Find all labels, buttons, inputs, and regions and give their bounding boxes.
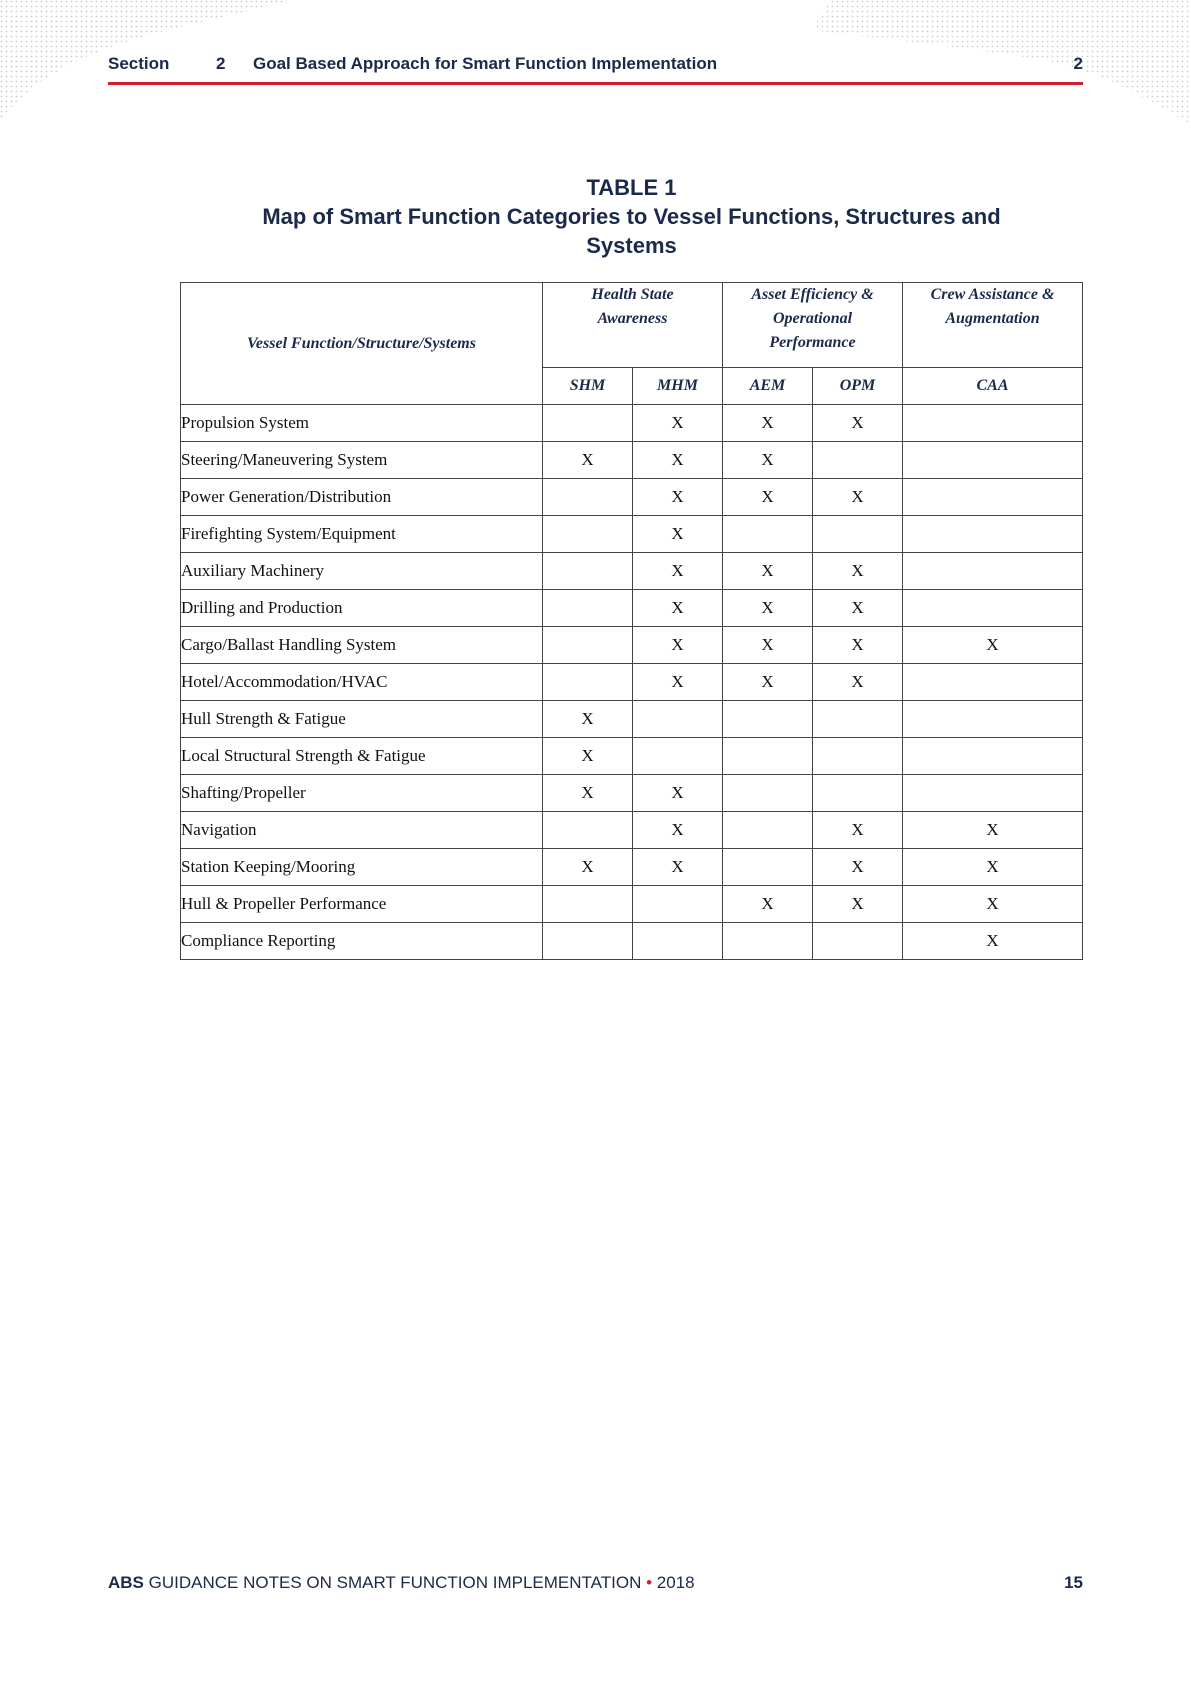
row-header-cell: Vessel Function/Structure/Systems [181,283,543,405]
mark-cell-aem [723,849,813,886]
table-row [181,775,1083,812]
mark-cell-mhm: X [633,775,723,812]
table-caption-line2: Systems [586,233,677,258]
vessel-function-cell: Power Generation/Distribution [181,479,543,516]
table-body [181,405,1083,960]
footer-brand: ABS [108,1573,144,1592]
table-row [181,849,1083,886]
mark-cell-mhm: X [633,664,723,701]
vessel-function-cell: Hotel/Accommodation/HVAC [181,664,543,701]
mark-cell-shm [543,664,633,701]
section-number-right: 2 [1073,54,1083,73]
mark-cell-shm [543,590,633,627]
table-row [181,738,1083,775]
mark-cell-caa: X [903,886,1083,923]
mark-cell-opm [813,923,903,960]
mark-cell-shm [543,923,633,960]
mark-cell-opm [813,701,903,738]
mark-cell-aem [723,812,813,849]
vessel-function-cell: Propulsion System [181,405,543,442]
group-crew-assistance: Crew Assistance & Augmentation [903,283,1083,368]
footer-separator: • [646,1573,653,1592]
table-caption-line1: Map of Smart Function Categories to Vessel Functions, Structures and [262,204,1001,229]
mark-cell-mhm: X [633,479,723,516]
table-row [181,701,1083,738]
table-row [181,516,1083,553]
mark-cell-caa [903,405,1083,442]
vessel-function-cell: Drilling and Production [181,590,543,627]
vessel-function-cell: Navigation [181,812,543,849]
mark-cell-caa [903,442,1083,479]
mark-cell-opm: X [813,627,903,664]
mark-cell-opm [813,516,903,553]
table-row [181,812,1083,849]
vessel-function-cell: Hull Strength & Fatigue [181,701,543,738]
mark-cell-shm: X [543,442,633,479]
vessel-function-cell: Hull & Propeller Performance [181,886,543,923]
mark-cell-shm [543,812,633,849]
mark-cell-mhm: X [633,516,723,553]
table-row [181,664,1083,701]
mark-cell-caa [903,516,1083,553]
mark-cell-aem: X [723,442,813,479]
vessel-function-cell: Shafting/Propeller [181,775,543,812]
mark-cell-opm: X [813,812,903,849]
mark-cell-aem: X [723,590,813,627]
mark-cell-mhm: X [633,590,723,627]
footer-year: 2018 [656,1573,695,1592]
mark-cell-mhm: X [633,849,723,886]
table-row [181,479,1083,516]
vessel-function-cell: Station Keeping/Mooring [181,849,543,886]
vessel-function-cell: Steering/Maneuvering System [181,442,543,479]
mark-cell-opm: X [813,405,903,442]
mark-cell-aem: X [723,886,813,923]
mark-cell-shm: X [543,738,633,775]
mark-cell-caa: X [903,627,1083,664]
table-row [181,886,1083,923]
mark-cell-aem: X [723,627,813,664]
mark-cell-caa: X [903,849,1083,886]
vessel-function-cell: Compliance Reporting [181,923,543,960]
mark-cell-opm: X [813,590,903,627]
mark-cell-mhm [633,923,723,960]
mark-cell-caa [903,553,1083,590]
mark-cell-shm [543,405,633,442]
mark-cell-caa [903,738,1083,775]
group-asset-efficiency: Asset Efficiency & Operational Performance [723,283,903,368]
column-header-shm: SHM [543,368,633,405]
mark-cell-caa: X [903,923,1083,960]
page-number: 15 [1064,1573,1083,1592]
mark-cell-aem: X [723,553,813,590]
mark-cell-opm: X [813,553,903,590]
vessel-function-cell: Cargo/Ballast Handling System [181,627,543,664]
table-label: TABLE 1 [586,175,677,200]
table-row [181,553,1083,590]
mark-cell-shm: X [543,849,633,886]
mark-cell-caa [903,701,1083,738]
mark-cell-opm [813,738,903,775]
mark-cell-mhm [633,738,723,775]
section-number: 2 [216,54,226,73]
mark-cell-caa: X [903,812,1083,849]
section-label: Section [108,54,170,73]
mark-cell-opm [813,775,903,812]
mark-cell-mhm: X [633,405,723,442]
table-row [181,590,1083,627]
section-title: Goal Based Approach for Smart Function Implementation [253,54,718,73]
mark-cell-aem [723,775,813,812]
mark-cell-aem [723,701,813,738]
mark-cell-caa [903,479,1083,516]
mark-cell-opm: X [813,479,903,516]
mark-cell-shm [543,479,633,516]
table-row [181,442,1083,479]
column-header-caa: CAA [903,368,1083,405]
mark-cell-opm: X [813,849,903,886]
mark-cell-aem: X [723,664,813,701]
mark-cell-aem [723,738,813,775]
table-row [181,405,1083,442]
column-header-opm: OPM [813,368,903,405]
mark-cell-opm: X [813,886,903,923]
mark-cell-shm [543,516,633,553]
footer-doc-title: GUIDANCE NOTES ON SMART FUNCTION IMPLEMENTATION [148,1573,642,1592]
group-health-state-awareness: Health State Awareness [543,283,723,368]
table-title [180,174,1083,260]
mark-cell-shm [543,627,633,664]
mark-cell-mhm: X [633,627,723,664]
mark-cell-caa [903,664,1083,701]
mark-cell-shm: X [543,701,633,738]
mark-cell-mhm [633,701,723,738]
mark-cell-shm [543,886,633,923]
mark-cell-opm: X [813,664,903,701]
vessel-function-cell: Firefighting System/Equipment [181,516,543,553]
mark-cell-mhm: X [633,812,723,849]
mark-cell-shm: X [543,775,633,812]
column-header-mhm: MHM [633,368,723,405]
mark-cell-aem [723,923,813,960]
column-header-aem: AEM [723,368,813,405]
mark-cell-shm [543,553,633,590]
mark-cell-caa [903,775,1083,812]
table-row [181,923,1083,960]
smart-function-map-table [180,282,1083,960]
mark-cell-opm [813,442,903,479]
vessel-function-cell: Auxiliary Machinery [181,553,543,590]
mark-cell-aem: X [723,479,813,516]
mark-cell-mhm: X [633,442,723,479]
mark-cell-caa [903,590,1083,627]
running-footer [108,1573,1083,1595]
running-header [108,54,1083,78]
vessel-function-cell: Local Structural Strength & Fatigue [181,738,543,775]
mark-cell-aem [723,516,813,553]
mark-cell-aem: X [723,405,813,442]
header-rule [108,82,1083,85]
mark-cell-mhm [633,886,723,923]
mark-cell-mhm: X [633,553,723,590]
table-row [181,627,1083,664]
